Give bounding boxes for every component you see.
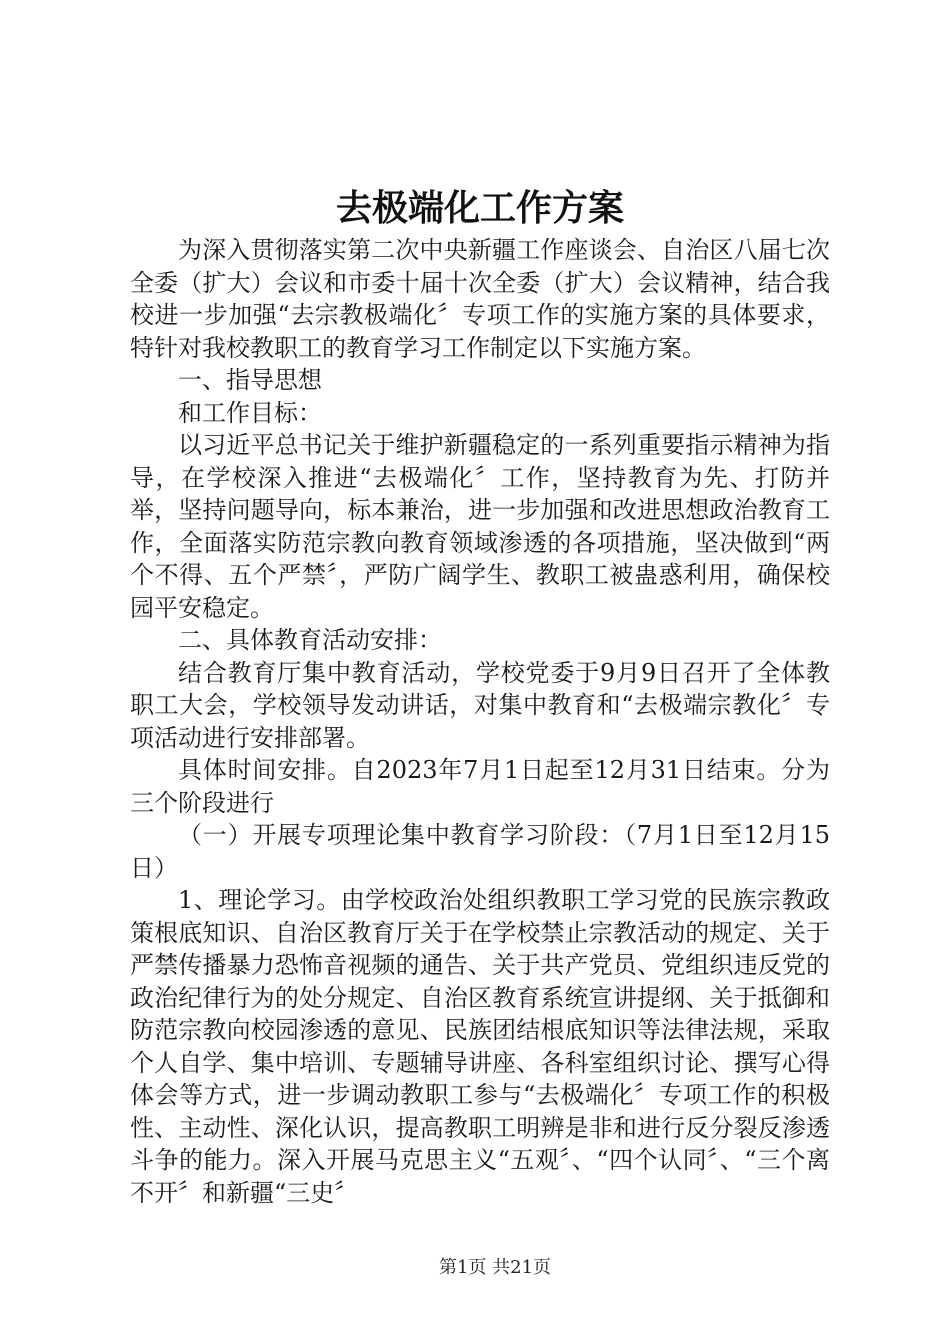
paragraph-guiding-content: 以习近平总书记关于维护新疆稳定的一系列重要指示精神为指导，在学校深入推进“去极端化〞工作，坚持教育为先、打防并举，坚持问题导向，标本兼治，进一步加强和改进思想政治教育工作，全面落实防范宗教向教育领域渗透的各项措施，坚决做到“两个不得、五个严禁〞，严防广阔学生、教职工被蛊惑利用，确保校园平安稳定。 (130, 431, 830, 622)
document-title: 去极端化工作方案 (335, 187, 624, 229)
document-body (130, 234, 830, 1209)
heading-phase-one: （一）开展专项理论集中教育学习阶段：（7月1日至12月15日） (130, 821, 830, 882)
paragraph-meeting: 结合教育厅集中教育活动，学校党委于9月9日召开了全体教职工大会，学校领导发动讲话，对集中教育和“去极端宗教化〞专项活动进行安排部署。 (130, 658, 830, 752)
heading-guiding-thought: 一、指导思想 (178, 366, 322, 394)
page-footer: 第1页 共21页 (438, 1257, 552, 1278)
heading-activity-arrangement: 二、具体教育活动安排： (178, 626, 442, 654)
paragraph-schedule: 具体时间安排。自2023年7月1日起至12月31日结束。分为三个阶段进行 (130, 756, 830, 817)
heading-work-goal: 和工作目标： (178, 398, 322, 427)
paragraph-theory-study: 1、理论学习。由学校政治处组织教职工学习党的民族宗教政策根底知识、自治区教育厅关于在学校禁止宗教活动的规定、关于严禁传播暴力恐怖音视频的通告、关于共产党员、党组织违反党的政治纪律行为的处分规定、自治区教育系统宣讲提纲、关于抵御和防范宗教向校园渗透的意见、民族团结根底知识等法律法规，采取个人自学、集中培训、专题辅导讲座、各科室组织讨论、撰写心得体会等方式，进一步调动教职工参与“去极端化〞专项工作的积极性、主动性、深化认识，提高教职工明辨是非和进行反分裂反渗透斗争的能力。深入开展马克思主义“五观〞、“四个认同〞、“三个离不开〞和新疆“三史〞 (130, 886, 830, 1207)
paragraph-intro: 为深入贯彻落实第二次中央新疆工作座谈会、自治区八届七次全委（扩大）会议和市委十届十次全委（扩大）会议精神，结合我校进一步加强“去宗教极端化〞专项工作的实施方案的具体要求，特针对我校教职工的教育学习工作制定以下实施方案。 (130, 236, 830, 362)
